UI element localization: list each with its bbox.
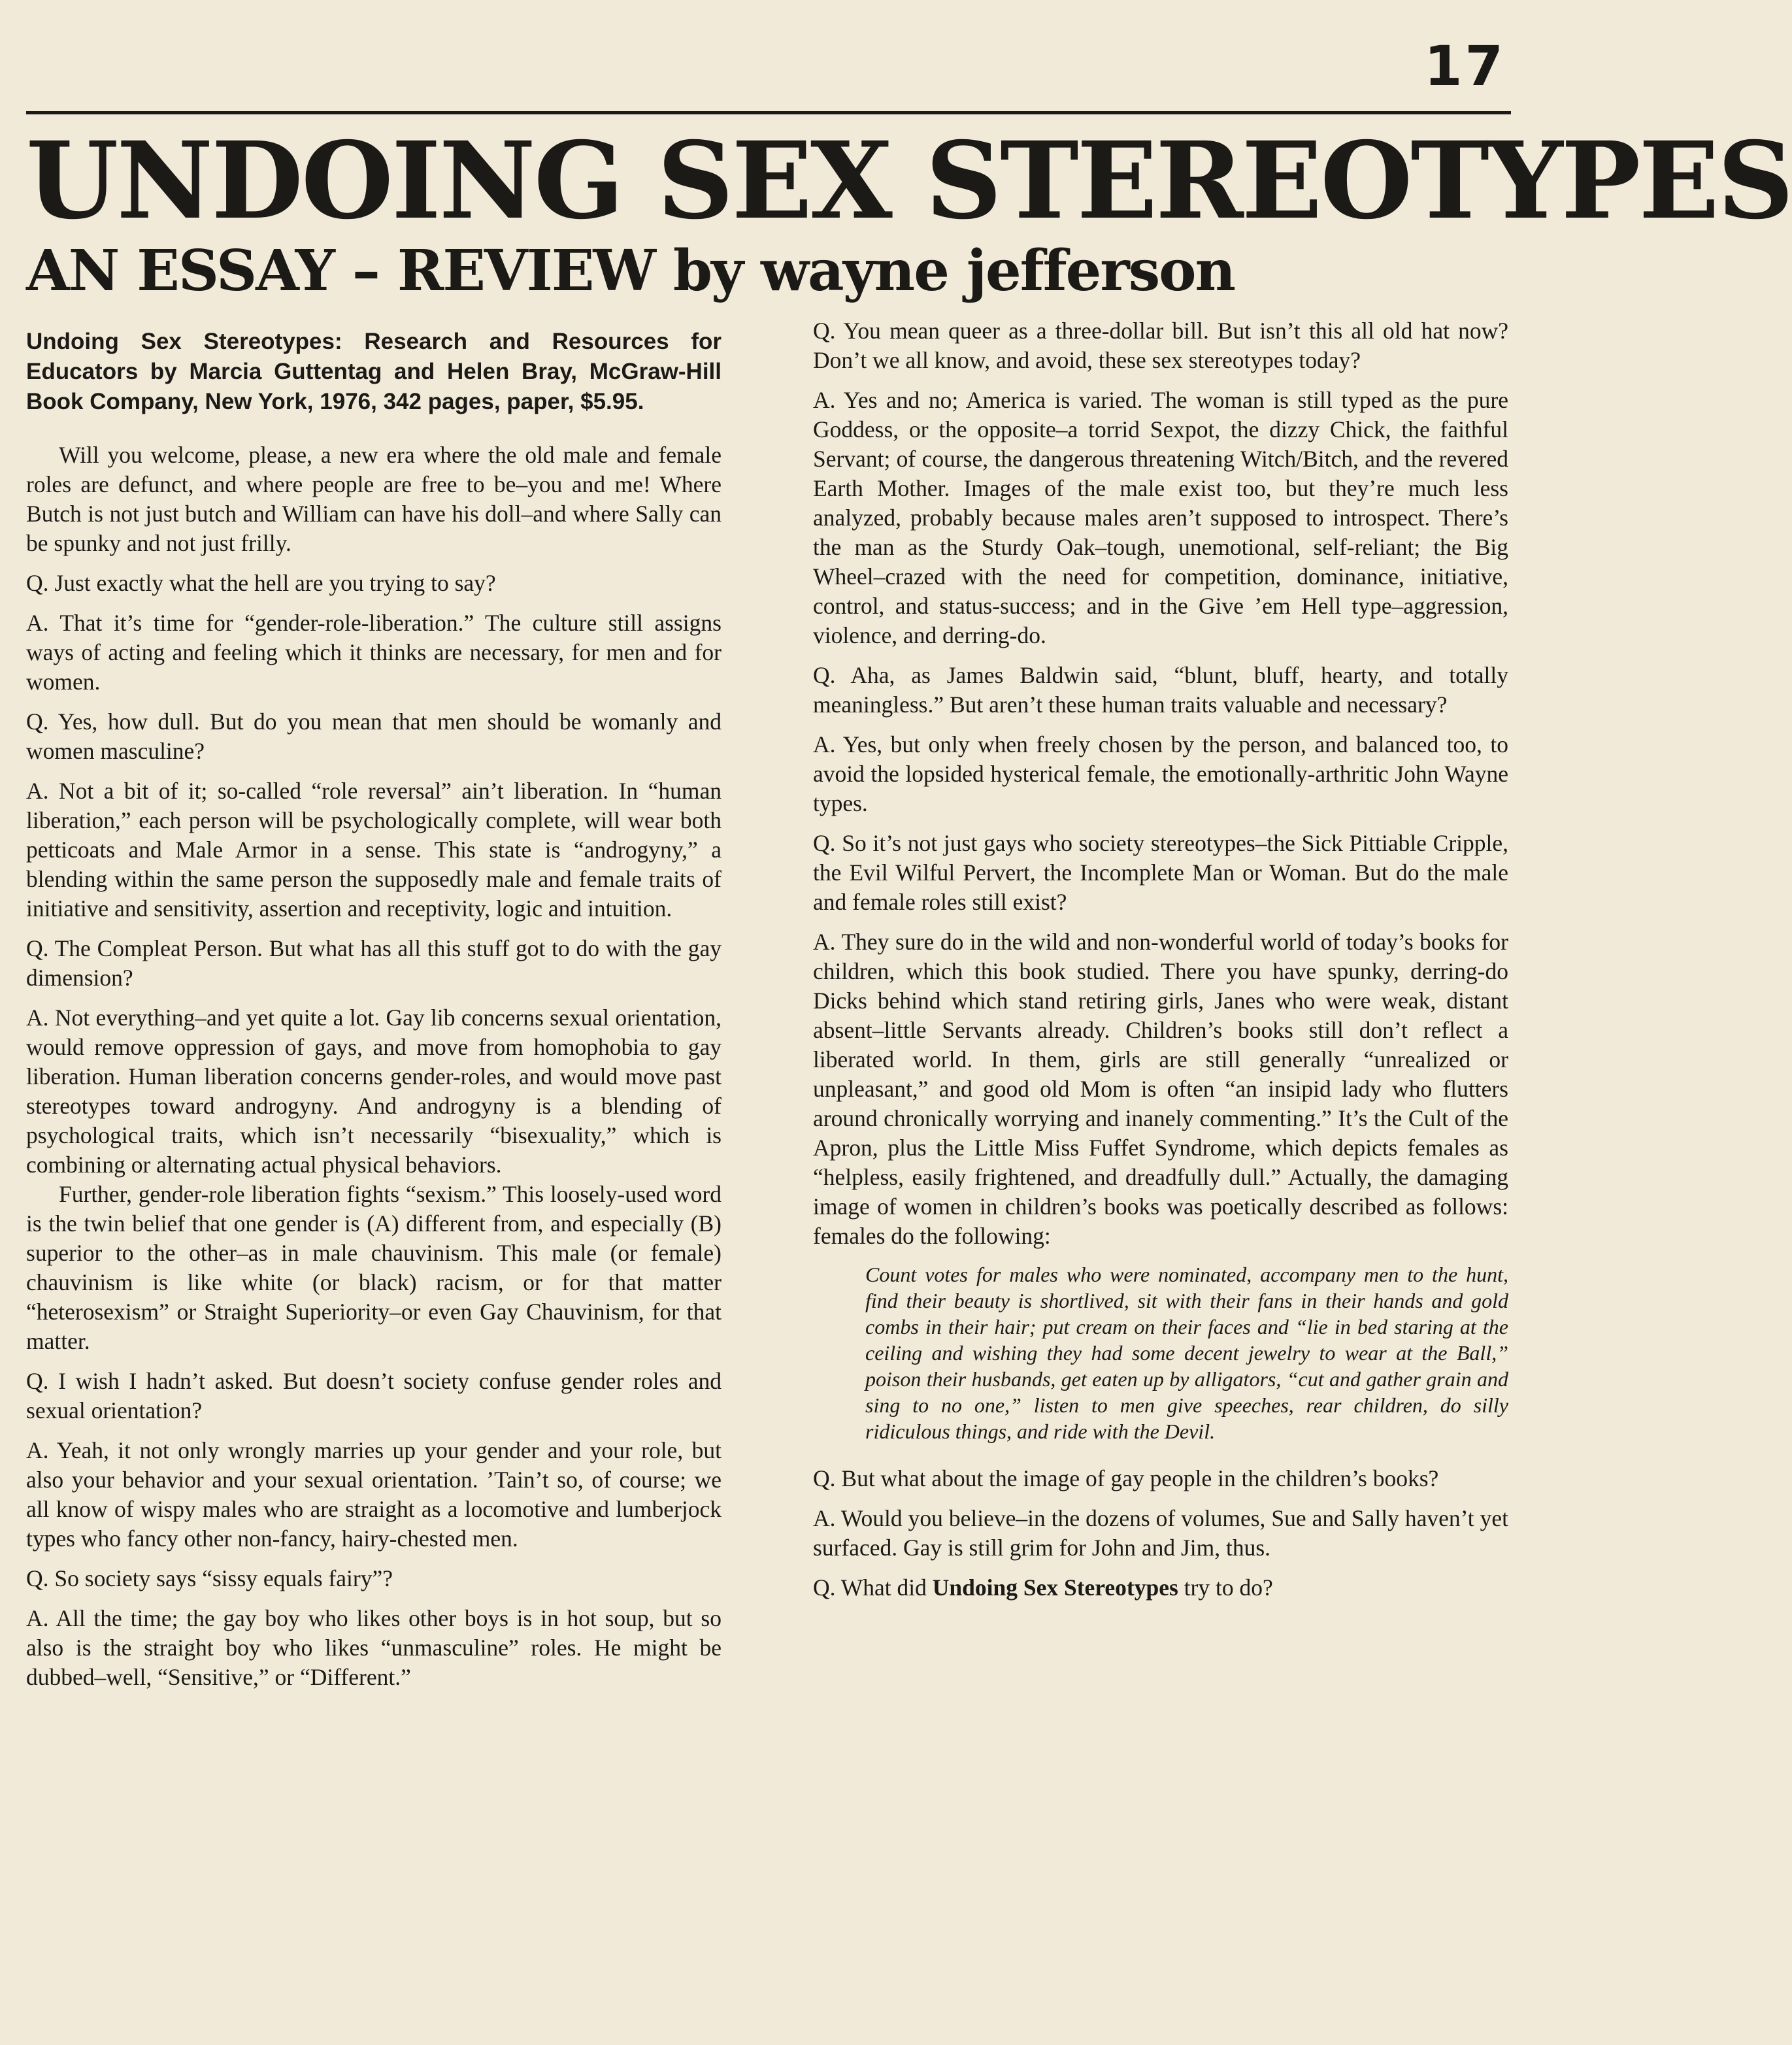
paragraph: A. Not everything–and yet quite a lot. Gay lib concerns sexual orientation, would remove oppression of gays, and move from homophobia to gay liberation. Human liberation concerns gender-roles, and would move past stereotypes toward androgyny. And androgyny is a blending of psychological traits, which isn’t necessarily “bisexuality,” which is combining or alternating actual physical behaviors.	[26, 1005, 722, 1178]
paragraph: A. Yes, but only when freely chosen by the person, and balanced too, to avoid the lopsided hysterical female, the emotionally-arthritic John Wayne types.	[813, 731, 1508, 816]
page-number: 17	[1424, 34, 1506, 98]
subhead: AN ESSAY – REVIEW by wayne jefferson	[26, 238, 1235, 304]
paragraph: Q. So society says “sissy equals fairy”?	[26, 1565, 393, 1591]
book-info: Undoing Sex Stereotypes: Research and Resources for Educators by Marcia Guttentag and Helen Bray, McGraw-Hill Book Company, New York, 1976, 342 pages, paper, $5.95.	[26, 329, 722, 414]
paragraph: Will you welcome, please, a new era where the old male and female roles are defunct, and where people are free to be–you and me! Where Butch is not just butch and William can have his doll–and where Sally can be spunky and not just frilly.	[26, 442, 722, 556]
paragraph: Q. Yes, how dull. But do you mean that men should be womanly and women masculine?	[26, 708, 722, 764]
paragraph: A. Not a bit of it; so-called “role reversal” ain’t liberation. In “human liberation,” each person will be psychologically complete, will wear both petticoats and Male Armor in a sense. This state is “androgyny,” a blending within the same person the supposedly male and female traits of initiative and sensitivity, assertion and receptivity, logic and intuition.	[26, 778, 722, 922]
header-rule	[26, 111, 1511, 114]
paragraph: A. Yeah, it not only wrongly marries up your gender and your role, but also your behavior and your sexual orientation. ’Tain’t so, of course; we all know of wispy males who are straight as a locomotive and lumberjock types who fancy other non-fancy, hairy-chested men.	[26, 1437, 722, 1552]
paragraph: Q. Aha, as James Baldwin said, “blunt, bluff, hearty, and totally meaningless.” But aren’t these human traits valuable and necessary?	[813, 662, 1508, 718]
paragraph: Further, gender-role liberation fights “sexism.” This loosely-used word is the twin belief that one gender is (A) different from, and especially (B) superior to the other–as in male chauvinism. This male (or female) chauvinism is like white (or black) racism, or for that matter “heterosexism” or Straight Superiority–or even Gay Chauvinism, for that matter.	[26, 1181, 722, 1354]
paragraph: Q. You mean queer as a three-dollar bill. But isn’t this all old hat now? Don’t we all know, and avoid, these sex stereotypes today?	[813, 318, 1508, 373]
book-title-inline: Undoing Sex Stereotypes	[932, 1574, 1178, 1601]
final-question-suffix: try to do?	[1178, 1574, 1273, 1601]
block-quote: Count votes for males who were nominated, accompany men to the hunt, find their beauty is shortlived, sit with their fans in their hands and gold combs in their hair; put cream on their faces and “lie in bed staring at the ceiling and wishing they had some decent jewelry to wear at the Ball,” poison their husbands, get eaten up by alligators, “cut and gather grain and sing to no one,” listen to men give speeches, rear children, do silly ridiculous things, and ride with the Devil.	[865, 1263, 1508, 1443]
final-question-prefix: Q. What did	[813, 1574, 933, 1601]
paragraph: Q. So it’s not just gays who society stereotypes–the Sick Pittiable Cripple, the Evil Wilful Pervert, the Incomplete Man or Woman. But do the male and female roles still exist?	[813, 830, 1508, 915]
left-column	[26, 327, 722, 1703]
paragraph: A. All the time; the gay boy who likes other boys is in hot soup, but so also is the straight boy who likes “unmasculine” roles. He might be dubbed–well, “Sensitive,” or “Different.”	[26, 1605, 722, 1690]
paragraph: Q. The Compleat Person. But what has all this stuff got to do with the gay dimension?	[26, 935, 722, 991]
final-question	[813, 1573, 1508, 1603]
paragraph: A. They sure do in the wild and non-wonderful world of today’s books for children, which this book studied. There you have spunky, derring-do Dicks behind which stand retiring girls, Janes who were weak, distant absent–little Servants already. Children’s books still don’t reflect a liberated world. In them, girls are still generally “unrealized or unpleasant,” and good old Mom is often “an insipid lady who flutters around chronically worrying and inanely commenting.” It’s the Cult of the Apron, plus the Little Miss Fuffet Syndrome, which depicts females as “helpless, easily frightened, and dreadfully dull.” Actually, the damaging image of women in children’s books was poetically described as follows: females do the following:	[813, 929, 1508, 1249]
paragraph: A. That it’s time for “gender-role-liberation.” The culture still assigns ways of acting and feeling which it thinks are necessary, for men and for women.	[26, 610, 722, 695]
right-column	[813, 316, 1508, 1613]
paragraph: Q. I wish I hadn’t asked. But doesn’t society confuse gender roles and sexual orientation?	[26, 1368, 722, 1423]
paragraph: A. Would you believe–in the dozens of volumes, Sue and Sally haven’t yet surfaced. Gay is still grim for John and Jim, thus.	[813, 1505, 1508, 1561]
headline: UNDOING SEX STEREOTYPES	[26, 119, 1792, 243]
paragraph: Q. But what about the image of gay people in the children’s books?	[813, 1465, 1439, 1491]
paragraph: A. Yes and no; America is varied. The woman is still typed as the pure Goddess, or the opposite–a torrid Sexpot, the dizzy Chick, the faithful Servant; of course, the dangerous threatening Witch/Bitch, and the revered Earth Mother. Images of the male exist too, but they’re much less analyzed, probably because males aren’t supposed to introspect. There’s the man as the Sturdy Oak–tough, unemotional, self-reliant; the Big Wheel–crazed with the need for competition, dominance, initiative, control, and status-success; and in the Give ’em Hell type–aggression, violence, and derring-do.	[813, 387, 1508, 648]
paragraph: Q. Just exactly what the hell are you trying to say?	[26, 570, 496, 596]
